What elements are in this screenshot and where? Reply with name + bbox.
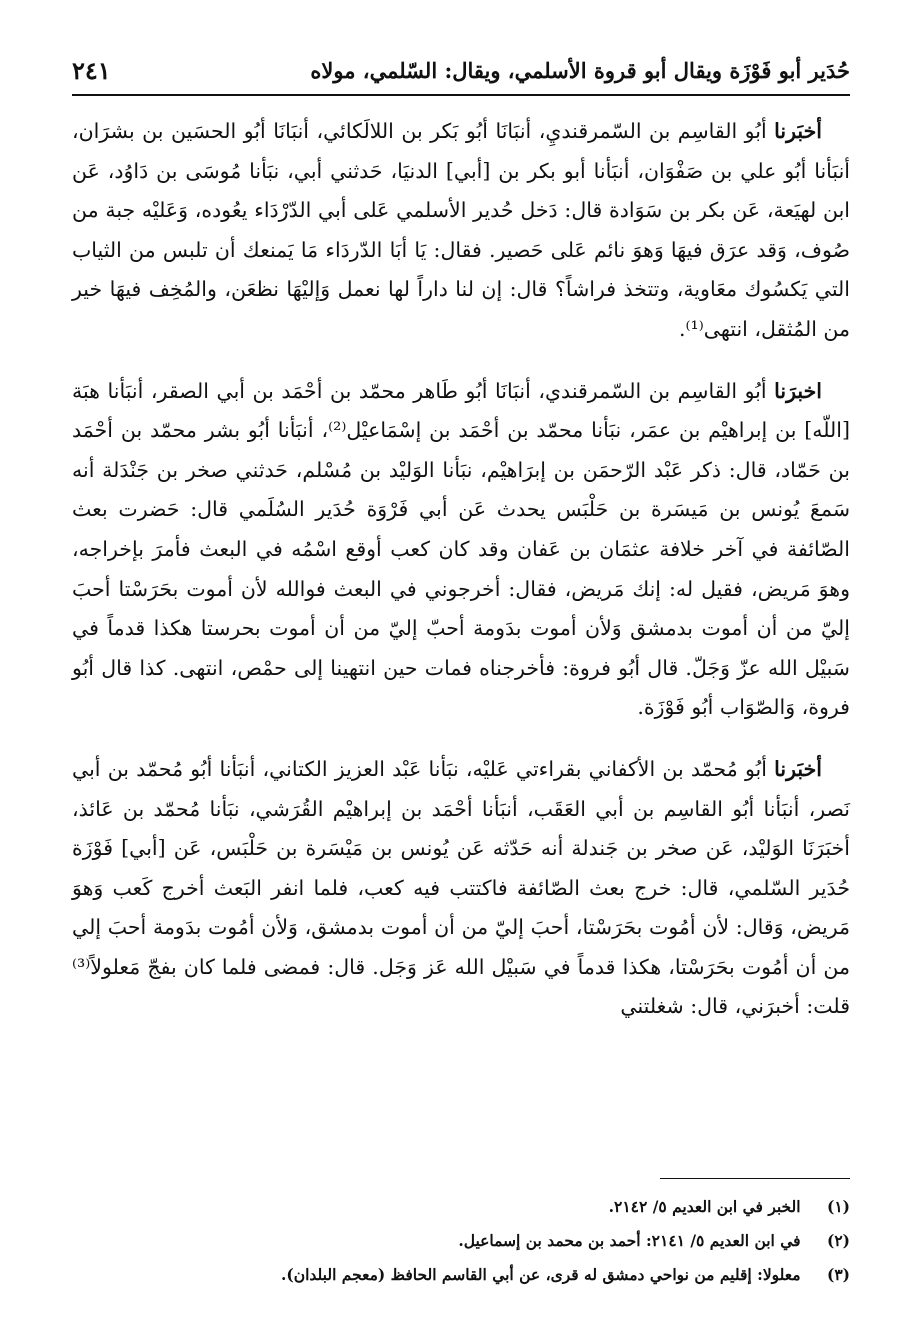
footnote-2 [72,1224,850,1258]
text-line: الصقر، أنبَأنا هبَة [اللّه] بن إبراهيْم بن عمَر، نبَأنا محمّد بن أحْمَد بن إسْمَاعيْل⁽²⁾، [72,378,850,443]
footnote-text: في ابن العديم ٥/ ٢١٤١: أحمد بن محمد بن إسماعيل. [458,1231,801,1250]
text-line: الحسَين بن بشرَان، أنبَأنا أبُو علي بن صَفْوَان، أنبَأنا أبو بكر بن [أبي] الدنيَا، حَدثني [72,119,850,183]
footnote-separator [660,1178,850,1179]
lead-word: أخبَرنا [774,756,822,781]
lead-word: اخبرَنا [774,378,822,403]
footnote-text: معلولا: إقليم من نواحي دمشق له قرى، عن أبي القاسم الحافظ (معجم البلدان). [281,1265,801,1284]
header-title: حُدَير أبو فَوْزَة ويقال أبو قروة الأسلمي، ويقال: السّلمي، مولاه [310,58,850,83]
text-line: أبُو القاسِم بن السّمرقندي، أنبَانَا أبُو طَاهر محمّد بن أحْمَد بن أبي [216,378,767,403]
footnote-1 [72,1190,850,1224]
text-line: من أن أموت بدمشق، وَلأن أمُوت بدَومة أحبَ إلي من أن أمُوت بحَرَسْتا، هكذا قدماً في [72,915,850,979]
main-text [72,112,850,1027]
text-line: مَيْسَرة بن حَلْبَس، عَن [أبي] فَوْزَة حُدَير السّلمي، قال: خرج بعث الصّائفة فاكتتب فيه [72,836,850,900]
footnote-3 [72,1258,850,1292]
paragraph-2 [72,372,850,728]
footnote-number: (٣) [826,1265,850,1284]
paragraph-1 [72,112,850,350]
text-line: فروة: فأخرجناه فمات حين انتهينا إلى حمْص، انتهى. كذا قال أبُو فروة، وَالصّوَاب أبُو [72,655,850,720]
text-line: فقال: أخرجوني في البعث فوالله لأن أموت بحَرَسْتا أحبَ إليّ من أن أموت بدمشق وَلأن [72,576,850,641]
text-line: عَلى أبي الدّرْدَاء يعُوده، وَعَليْه جبة من صُوف، وَقد عرَق فيهَا وَهوَ نائم عَلى حَصير. [72,198,850,262]
page-number: ٢٤١ [72,56,111,85]
text-line: أبُو مُحمّد بن الأكفاني بقراءتي عَليْه، نبَأنا عَبْد العزيز الكتاني، أنبَأنا أبُو [190,756,767,781]
text-line: فَوْزَة. [637,695,685,720]
text-line: مُحمّد بن أبي نَصر، أنبَأنا أبُو القاسِم بن أبي العَقَب، أنبَأنا أحْمَد بن إبراهيْم القُرَشي، [72,756,850,821]
text-line: أبُو القاسِم بن السّمرقنديِ، أنبَانَا أبُو بَكر بن اللالَكائي، أنبَانَا أبُو [243,119,767,143]
text-line: أموت بدَومة أحبّ إليّ من أن أموت بحرستا هكذا قدماً في سَبيْل الله عزّ وَجَلّ. قال أبُو [72,616,850,680]
footnotes [72,1190,850,1292]
paragraph-3 [72,750,850,1027]
text-line: فقال: يَا أبَا الدّردَاء مَا يَمنعك أن تلبس من الثياب التي يَكسُوك معَاوية، وتتخذ فراشاً؟ [72,237,850,302]
footnote-number: (٢) [826,1231,850,1250]
text-line: أبي فَرْوَة حُدَير السُلَمي قال: حَضرت بعث الصّائفة في آخر خلافة عثمَان بن عَفان وقد [72,497,850,561]
text-line: الوَليْد بن مُسْلم، حَدثني صخر بن جَنْدَلة أنه سَمعَ يُونس بن مَيسَرة بن حَلْبَس يحدث عَن [72,457,850,522]
running-header [72,50,850,96]
text-line: كعب، فلما انفر البَعث أخرج كَعب وَهوَ مَريض، وَقال: لأن أمُوت بحَرَسْتا، أحبَ إليّ [72,875,850,940]
text-line: قال: إن لنا داراً لها نعمل وَإليْهَا نظعَن، والمُخِف فيهَا خير من المُثقل، انتهى⁽¹⁾. [72,277,850,341]
text-line: أبي، نبَأنا مُوسَى بن دَاوُد، عَن ابن لهيَعة، عَن بكر بن سَوَادة قال: دَخل حُدير الأسلمي [72,158,850,223]
lead-word: أخبَرنا [774,119,822,143]
text-line: أنبَأنا أبُو بشر محمّد بن أحْمَد بن حَمّاد، قال: ذكر عَبْد الرّحمَن بن إبرَاهيْم، نبَأنا [72,418,850,482]
text-line: كان كعب أوقع اسْمُه في البعث فأمرَ بإخراجه، وهوَ مَريض، فقيل له: إنك مَريض، [72,536,850,601]
footnote-text: الخبر في ابن العديم ٥/ ٢١٤٢. [608,1197,801,1216]
text-line: نبَأنا مُحمّد بن عَائذ، أخبَرَنَا الوَليْد، عَن صخر بن جَندلة أنه حَدّثه عَن يُونس بن [72,796,850,861]
footnote-number: (١) [826,1197,850,1216]
text-line: سَبيْل الله عَز وَجَل. قال: فمضى فلما كان بفجّ مَعلولاً⁽³⁾ قلت: أخبرَني، قال: شغلتني [72,954,850,1019]
